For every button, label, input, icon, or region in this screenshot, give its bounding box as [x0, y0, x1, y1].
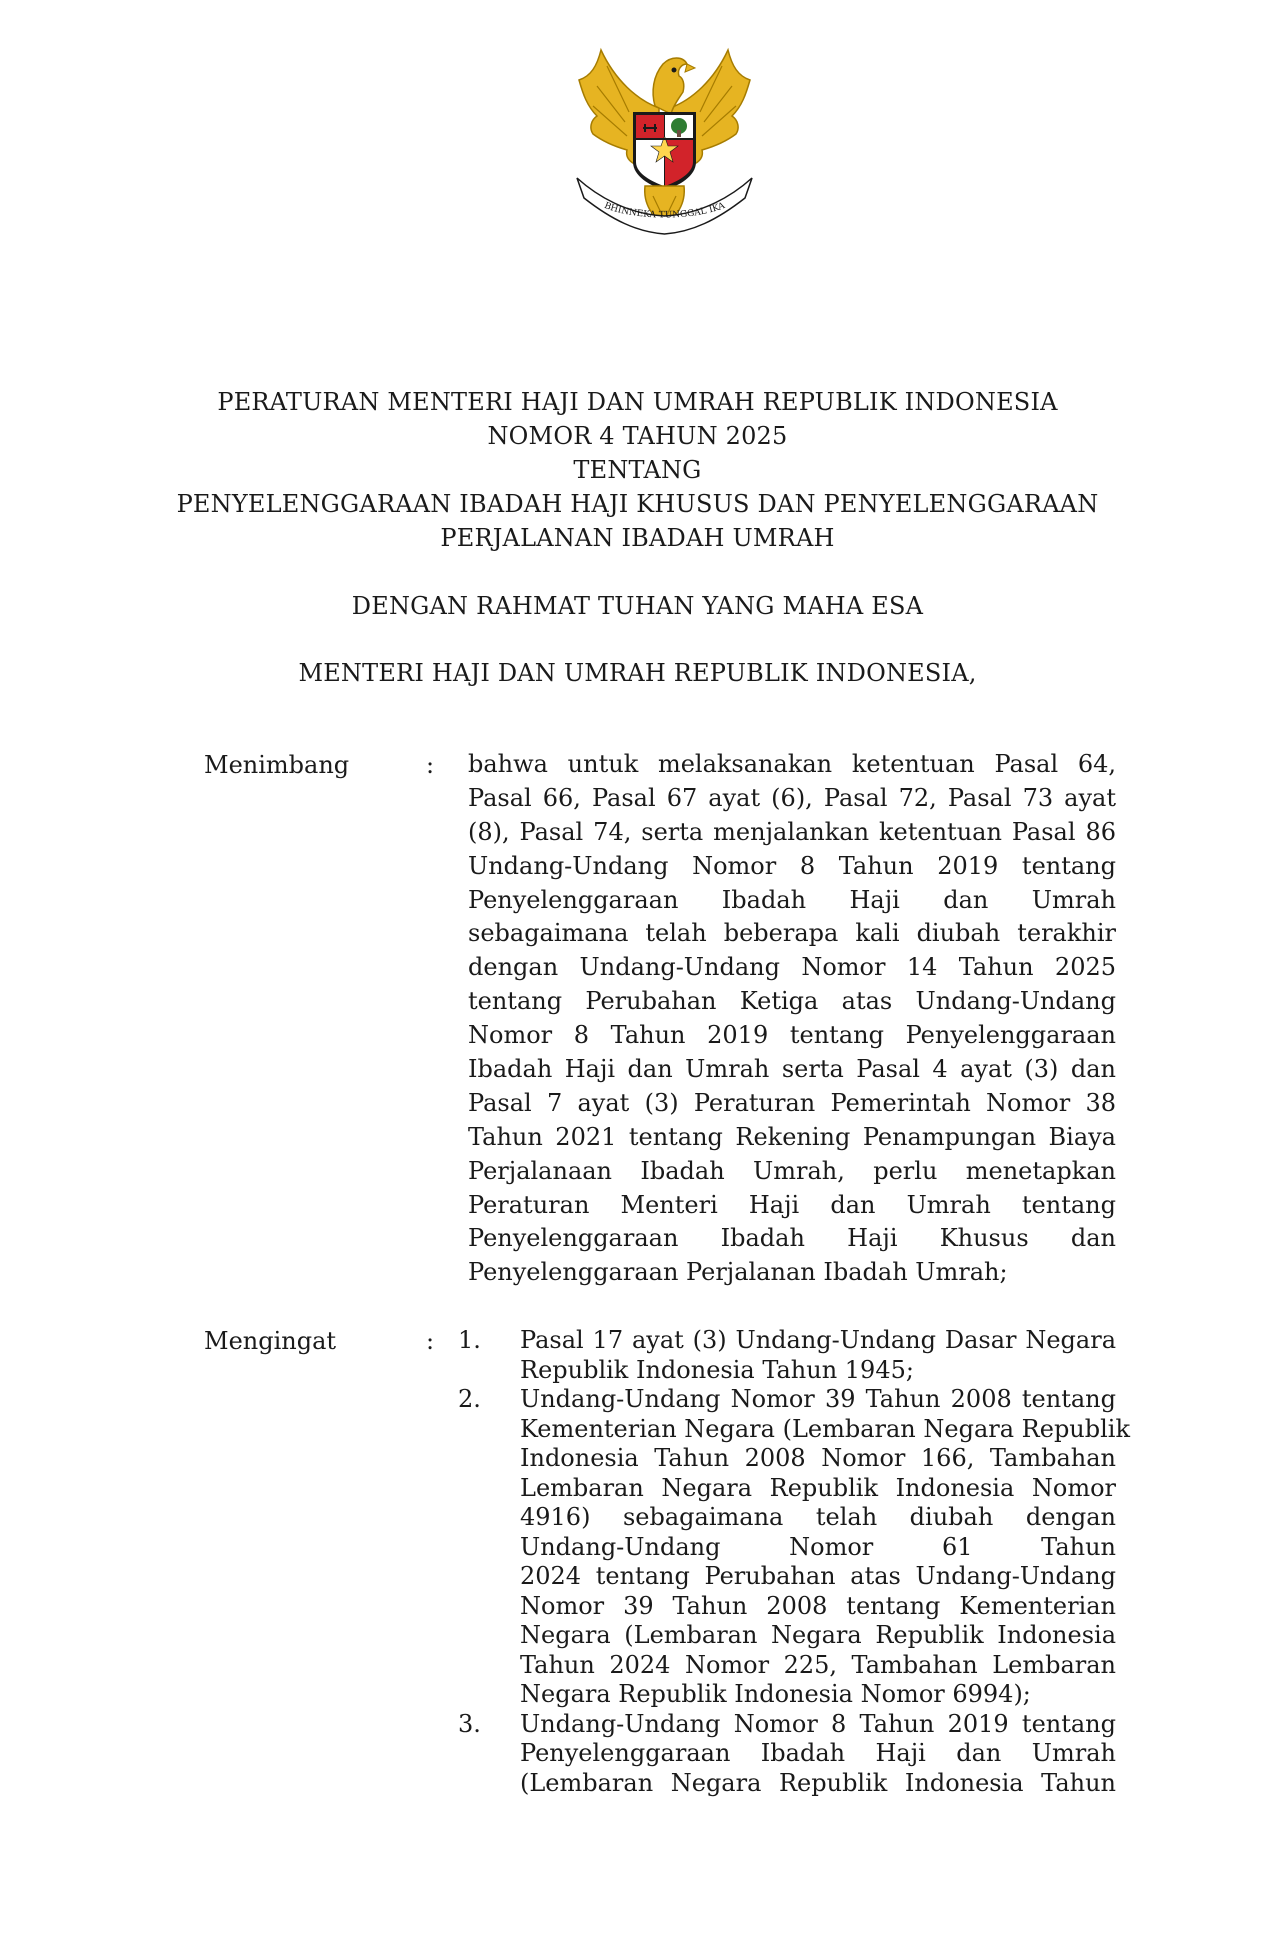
minister-heading: MENTERI HAJI DAN UMRAH REPUBLIK INDONESIA, [298, 659, 977, 687]
mengingat-list [458, 1326, 1131, 1798]
menimbang-line: Perjalanaan Ibadah Umrah, perlu menetapkan [468, 1156, 1116, 1185]
menimbang-line: (8), Pasal 74, serta menjalankan ketentuan Pasal 86 [468, 817, 1116, 846]
mengingat-item-line: Nomor 39 Tahun 2008 tentang Kementerian [520, 1591, 1116, 1620]
mengingat-item-line: Undang-Undang Nomor 8 Tahun 2019 tentang [520, 1709, 1116, 1738]
menimbang-text [468, 748, 1116, 1290]
title-line-3: TENTANG [573, 456, 702, 484]
menimbang-line: Penyelenggaraan Ibadah Haji dan Umrah [468, 885, 1116, 914]
title-line-4: PENYELENGGARAAN IBADAH HAJI KHUSUS DAN PENYELENGGARAAN [176, 490, 1099, 518]
menimbang-line: Pasal 66, Pasal 67 ayat (6), Pasal 72, Pasal 73 ayat [468, 783, 1116, 812]
mengingat-item-line: 2024 tentang Perubahan atas Undang-Undang [520, 1562, 1116, 1590]
menimbang-line: Tahun 2021 tentang Rekening Penampungan Biaya [468, 1122, 1116, 1151]
mengingat-item-text [520, 1326, 1116, 1385]
mengingat-item-line: Negara (Lembaran Negara Republik Indonesia [520, 1621, 1116, 1649]
mengingat-item-line: Pasal 17 ayat (3) Undang-Undang Dasar Negara [520, 1326, 1116, 1354]
mengingat-item [458, 1326, 1116, 1385]
mengingat-item-line: 4916) sebagaimana telah diubah dengan [520, 1503, 1116, 1531]
menimbang-colon: : [426, 751, 435, 779]
mengingat-item-line: Penyelenggaraan Ibadah Haji dan Umrah [520, 1739, 1116, 1767]
menimbang-line: sebagaimana telah beberapa kali diubah terakhir [468, 919, 1116, 948]
mengingat-item-line: Undang-Undang Nomor 61 Tahun [520, 1532, 1116, 1561]
menimbang-line: Pasal 7 ayat (3) Peraturan Pemerintah Nomor 38 [468, 1088, 1116, 1117]
mengingat-colon: : [426, 1327, 435, 1355]
menimbang-line: bahwa untuk melaksanakan ketentuan Pasal 64, [468, 750, 1116, 778]
mengingat-item-line: Republik Indonesia Tahun 1945; [520, 1355, 914, 1384]
mengingat-item-number: 1. [458, 1326, 481, 1354]
menimbang-line: Nomor 8 Tahun 2019 tentang Penyelenggaraan [468, 1021, 1116, 1050]
mengingat-item-line: Kementerian Negara (Lembaran Negara Republik [520, 1414, 1131, 1443]
motto-text: BHINNEKA TUNGGAL IKA [602, 200, 727, 221]
mengingat-item-number: 3. [458, 1709, 481, 1738]
title-line-5: PERJALANAN IBADAH UMRAH [440, 524, 835, 552]
menimbang-label: Menimbang [204, 751, 350, 779]
mengingat-item-text [520, 1385, 1131, 1710]
mengingat-item-line: (Lembaran Negara Republik Indonesia Tahun [520, 1768, 1116, 1797]
mengingat-item-line: Undang-Undang Nomor 39 Tahun 2008 tentang [520, 1385, 1116, 1413]
mengingat-label: Mengingat [204, 1327, 337, 1355]
menimbang-line: Penyelenggaraan Perjalanan Ibadah Umrah; [468, 1258, 1008, 1287]
shield-icon [633, 112, 696, 190]
mengingat-item [458, 1385, 1131, 1710]
mengingat-item-text [520, 1710, 1116, 1799]
mengingat-item-line: Lembaran Negara Republik Indonesia Nomor [520, 1473, 1116, 1502]
rahmat-heading: DENGAN RAHMAT TUHAN YANG MAHA ESA [351, 592, 924, 620]
mengingat-item [458, 1710, 1116, 1799]
title-line-1: PERATURAN MENTERI HAJI DAN UMRAH REPUBLIK INDONESIA [217, 388, 1058, 416]
menimbang-line: Penyelenggaraan Ibadah Haji Khusus dan [468, 1224, 1116, 1253]
menimbang-line: tentang Perubahan Ketiga atas Undang-Undang [468, 987, 1116, 1016]
mengingat-item-line: Negara Republik Indonesia Nomor 6994); [520, 1680, 1031, 1708]
menimbang-line: Undang-Undang Nomor 8 Tahun 2019 tentang [468, 851, 1116, 880]
menimbang-line: Peraturan Menteri Haji dan Umrah tentang [468, 1190, 1116, 1219]
menimbang-line: Ibadah Haji dan Umrah serta Pasal 4 ayat (3) dan [468, 1055, 1116, 1084]
mengingat-item-number: 2. [458, 1385, 481, 1413]
menimbang-line: dengan Undang-Undang Nomor 14 Tahun 2025 [468, 953, 1116, 982]
mengingat-item-line: Tahun 2024 Nomor 225, Tambahan Lembaran [520, 1650, 1116, 1679]
title-line-2: NOMOR 4 TAHUN 2025 [487, 422, 788, 450]
regulation-title [0, 385, 1275, 555]
garuda-pancasila-emblem [567, 36, 762, 251]
mengingat-item-line: Indonesia Tahun 2008 Nomor 166, Tambahan [520, 1444, 1116, 1472]
